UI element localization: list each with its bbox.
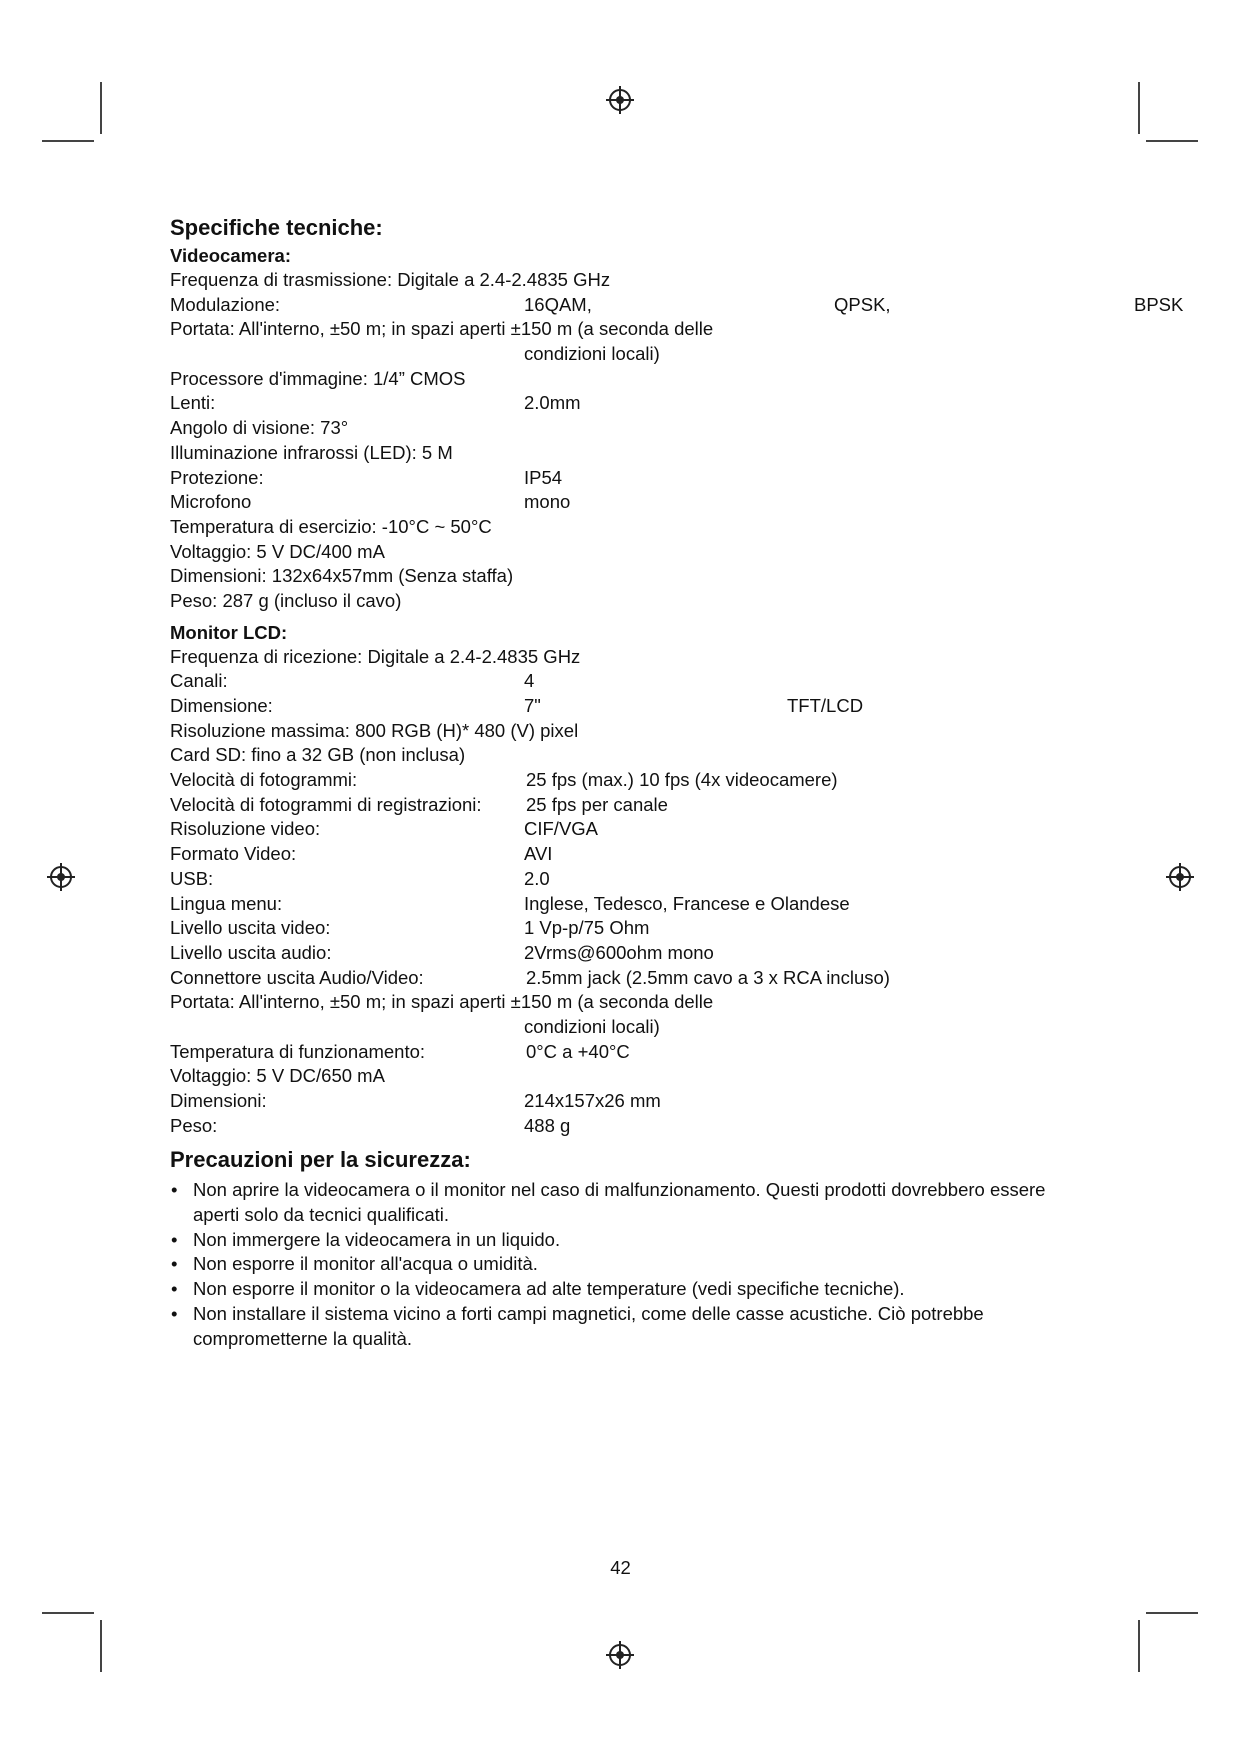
spec-label: Formato Video: — [170, 843, 297, 865]
spec-text: Risoluzione massima: 800 RGB (H)* 480 (V) pixel — [170, 719, 579, 741]
crop-mark-top-right-v — [1138, 82, 1140, 134]
monitor-audio-out-row — [170, 941, 1190, 966]
monitor-temp-row — [170, 1040, 1190, 1065]
spec-value: 16QAM, — [524, 293, 592, 315]
list-item — [170, 1252, 1070, 1277]
spec-label: Peso: — [170, 1114, 218, 1136]
spec-value: 0°C a +40°C — [526, 1040, 630, 1062]
monitor-fps-row — [170, 768, 1190, 793]
monitor-av-conn-row — [170, 966, 1190, 991]
spec-text: Processore d'immagine: 1/4” CMOS — [170, 367, 466, 389]
monitor-usb-row — [170, 867, 1190, 892]
spec-label: Microfono — [170, 491, 252, 513]
spec-label: Dimensione: — [170, 695, 273, 716]
camera-dimensions-row — [170, 564, 1190, 589]
list-item-text: Non aprire la videocamera o il monitor nel caso di malfunzionamento. Questi prodotti dovrebbero essere aperti solo da tecnici qualificati. — [193, 1179, 1046, 1226]
monitor-video-out-row — [170, 916, 1190, 941]
spec-label: Lenti: — [170, 392, 216, 414]
spec-value: 25 fps per canale — [526, 793, 668, 815]
camera-lens-row — [170, 391, 1190, 416]
spec-label: Livello uscita audio: — [170, 941, 332, 963]
list-item — [170, 1228, 1070, 1253]
spec-label: Velocità di fotogrammi di registrazioni: — [170, 793, 482, 815]
monitor-range-row — [170, 990, 1190, 1015]
spec-text: condizioni locali) — [524, 343, 660, 365]
spec-value: 7" — [524, 695, 541, 716]
camera-sensor-row — [170, 367, 1190, 392]
specs-heading: Specifiche tecniche: — [170, 215, 383, 240]
bullet-icon: • — [171, 1278, 178, 1300]
camera-range-cont-row — [170, 342, 1190, 367]
spec-value: 1 Vp-p/75 Ohm — [524, 917, 650, 939]
crop-mark-top-left-v — [100, 82, 102, 134]
spec-value: 2.0 — [524, 867, 550, 889]
camera-ir-row — [170, 441, 1190, 466]
camera-angle-row — [170, 416, 1190, 441]
crop-mark-bottom-left-h — [42, 1612, 94, 1614]
spec-text: Frequenza di ricezione: Digitale a 2.4-2.4835 GHz — [170, 645, 581, 667]
spec-label: Temperatura di funzionamento: — [170, 1040, 426, 1062]
spec-value: 488 g — [524, 1114, 571, 1136]
monitor-voltage-row — [170, 1064, 1190, 1089]
camera-protection-row — [170, 466, 1190, 491]
bullet-icon: • — [171, 1179, 178, 1201]
camera-heading: Videocamera: — [170, 245, 291, 266]
bullet-icon: • — [171, 1253, 178, 1275]
safety-heading: Precauzioni per la sicurezza: — [170, 1147, 471, 1173]
spec-label: Velocità di fotogrammi: — [170, 769, 358, 791]
bullet-icon: • — [171, 1302, 178, 1324]
spec-text: Illuminazione infrarossi (LED): 5 M — [170, 441, 453, 463]
crop-mark-top-right-h — [1146, 140, 1198, 142]
monitor-format-row — [170, 842, 1190, 867]
camera-freq-row — [170, 268, 1190, 293]
camera-temp-row — [170, 515, 1190, 540]
spec-label: Modulazione: — [170, 293, 281, 315]
list-item — [170, 1178, 1070, 1227]
monitor-rec-fps-row — [170, 793, 1190, 818]
camera-range-row — [170, 317, 1190, 342]
list-item-text: Non esporre il monitor o la videocamera ad alte temperature (vedi specifiche tecniche). — [193, 1278, 905, 1300]
spec-text: Temperatura di esercizio: -10°C ~ 50°C — [170, 515, 492, 537]
crop-mark-bottom-right-h — [1146, 1612, 1198, 1614]
registration-mark-icon — [605, 1640, 635, 1670]
page-content — [170, 214, 1190, 1351]
spec-value: Inglese, Tedesco, Francese e Olandese — [524, 892, 850, 914]
spec-label: Dimensioni: — [170, 1090, 267, 1111]
monitor-range-cont-row — [170, 1015, 1190, 1040]
spec-label: Risoluzione video: — [170, 818, 321, 840]
monitor-dim-row — [170, 1089, 1190, 1114]
spec-label: Livello uscita video: — [170, 917, 331, 939]
spec-text: Voltaggio: 5 V DC/650 mA — [170, 1065, 385, 1087]
spec-text: Frequenza di trasmissione: Digitale a 2.4-2.4835 GHz — [170, 269, 611, 290]
spec-value: 2Vrms@600ohm mono — [524, 941, 714, 963]
list-item-text: Non installare il sistema vicino a forti campi magnetici, come delle casse acustiche. Ciò potrebbe comprometterne la qualità. — [193, 1302, 984, 1349]
list-item — [170, 1302, 1070, 1351]
monitor-sd-row — [170, 743, 1190, 768]
list-item-text: Non esporre il monitor all'acqua o umidità. — [193, 1253, 538, 1275]
spec-value: 4 — [524, 670, 535, 692]
spec-text: Portata: All'interno, ±50 m; in spazi aperti ±150 m (a seconda delle — [170, 318, 714, 340]
spec-text: Angolo di visione: 73° — [170, 417, 349, 439]
monitor-channels-row — [170, 669, 1190, 694]
spec-value: TFT/LCD — [787, 695, 864, 716]
monitor-resolution-row — [170, 719, 1190, 744]
bullet-icon: • — [171, 1228, 178, 1250]
spec-value: 2.0mm — [524, 392, 581, 414]
spec-value: BPSK — [1134, 293, 1184, 315]
monitor-lang-row — [170, 892, 1190, 917]
spec-text: Card SD: fino a 32 GB (non inclusa) — [170, 744, 466, 766]
list-item — [170, 1277, 1070, 1302]
camera-voltage-row — [170, 540, 1190, 565]
spec-value: IP54 — [524, 466, 563, 488]
monitor-video-res-row — [170, 817, 1190, 842]
page-number: 42 — [610, 1557, 631, 1578]
list-item-text: Non immergere la videocamera in un liquido. — [193, 1228, 561, 1250]
monitor-size-row — [170, 694, 1190, 719]
crop-mark-top-left-h — [42, 140, 94, 142]
spec-text: Dimensioni: 132x64x57mm (Senza staffa) — [170, 565, 514, 587]
spec-text: condizioni locali) — [524, 1015, 660, 1037]
crop-mark-bottom-left-v — [100, 1620, 102, 1672]
spec-label: Protezione: — [170, 466, 264, 488]
monitor-weight-row — [170, 1114, 1190, 1139]
spec-value: 2.5mm jack (2.5mm cavo a 3 x RCA incluso) — [526, 966, 890, 988]
spec-value: 214x157x26 mm — [524, 1090, 661, 1111]
spec-value: CIF/VGA — [524, 818, 599, 840]
monitor-heading: Monitor LCD: — [170, 621, 288, 643]
monitor-freq-row — [170, 645, 1190, 670]
spec-value: 25 fps (max.) 10 fps (4x videocamere) — [526, 769, 838, 791]
spec-label: Canali: — [170, 670, 228, 692]
camera-mod-row — [170, 293, 1190, 318]
spec-value: AVI — [524, 843, 553, 865]
safety-list — [170, 1178, 1070, 1351]
spec-text: Portata: All'interno, ±50 m; in spazi aperti ±150 m (a seconda delle — [170, 991, 714, 1013]
camera-mic-row — [170, 490, 1190, 515]
crop-mark-bottom-right-v — [1138, 1620, 1140, 1672]
spec-value: QPSK, — [834, 293, 891, 315]
spec-text: Voltaggio: 5 V DC/400 mA — [170, 540, 385, 562]
spec-label: USB: — [170, 867, 214, 889]
registration-mark-icon — [605, 85, 635, 115]
spec-text: Peso: 287 g (incluso il cavo) — [170, 589, 402, 611]
spec-label: Connettore uscita Audio/Video: — [170, 966, 424, 988]
registration-mark-icon — [46, 862, 76, 892]
spec-value: mono — [524, 491, 571, 513]
spec-label: Lingua menu: — [170, 892, 283, 914]
camera-weight-row — [170, 589, 1190, 614]
